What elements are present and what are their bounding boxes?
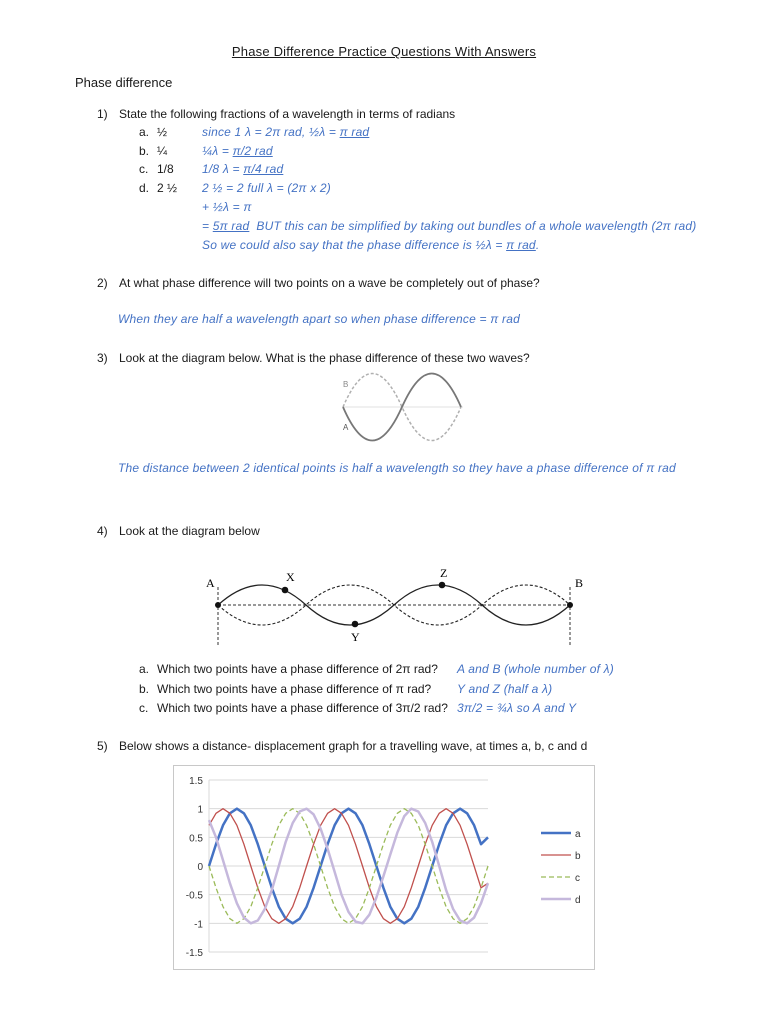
q1-item-c: c. 1/8 — [139, 162, 174, 176]
q4-answer-a: A and B (whole number of λ) — [457, 662, 614, 676]
q2-answer: When they are half a wavelength apart so when phase difference = π rad — [118, 312, 520, 326]
q1-answer-c: 1/8 λ = π/4 rad — [202, 162, 284, 176]
point-z — [439, 582, 446, 589]
q1-item-d: d. 2 ½ — [139, 181, 178, 195]
question-text: At what phase difference will two points on a wave be completely out of phase? — [119, 276, 540, 290]
displacement-chart — [173, 765, 593, 968]
q4-answer-b: Y and Z (half a λ) — [457, 682, 553, 696]
label-b: B — [343, 380, 349, 389]
question-1 — [97, 107, 455, 121]
question-text: State the following fractions of a wavelength in terms of radians — [119, 107, 456, 121]
q1-answer-d-line3: = 5π rad BUT this can be simplified by taking out bundles of a whole wavelength (2π rad) — [202, 219, 697, 233]
q1-answer-d-line1: 2 ½ = 2 full λ = (2π x 2) — [202, 181, 332, 195]
question-2: 2) At what phase difference will two points on a wave be completely out of phase? — [97, 276, 540, 290]
q4-standing-wave-diagram — [200, 565, 590, 650]
legend-label-c: c — [575, 873, 580, 884]
legend-label-a: a — [575, 829, 581, 840]
legend-label-d: d — [575, 895, 581, 906]
question-text: Look at the diagram below — [119, 524, 260, 538]
q3-answer: The distance between 2 identical points is half a wavelength so they have a phase difference of π rad — [118, 461, 676, 475]
section-heading: Phase difference — [75, 75, 173, 90]
label-a: A — [343, 423, 349, 432]
point-y — [352, 621, 359, 628]
question-3: 3) Look at the diagram below. What is the phase difference of these two waves? — [97, 351, 530, 365]
q4-item-a: a. Which two points have a phase difference of 2π rad? — [139, 662, 438, 676]
q1-answer-b: ¼λ = π/2 rad — [202, 144, 273, 158]
question-4: 4) Look at the diagram below — [97, 524, 260, 538]
point-b — [567, 602, 573, 608]
point-x — [282, 587, 289, 594]
y-tick-label: -0.5 — [185, 890, 203, 902]
y-tick-label: 0.5 — [189, 833, 203, 845]
label-b: B — [575, 576, 584, 590]
y-tick-label: -1 — [194, 919, 203, 931]
y-tick-label: -1.5 — [185, 948, 203, 959]
question-number: 1) — [97, 107, 108, 121]
label-z: Z — [440, 566, 448, 580]
y-tick-label: 1 — [197, 804, 203, 816]
label-x: X — [286, 570, 295, 584]
legend-label-b: b — [575, 851, 581, 862]
label-y: Y — [351, 630, 360, 644]
q1-item-a: a. ½ — [139, 125, 168, 139]
label-a: A — [206, 576, 215, 590]
q4-answer-c: 3π/2 = ¾λ so A and Y — [457, 701, 577, 715]
y-tick-label: 1.5 — [189, 776, 203, 787]
q1-item-b: b. ¼ — [139, 144, 168, 158]
q4-item-c: c. Which two points have a phase difference of 3π/2 rad? — [139, 701, 448, 715]
page-title: Phase Difference Practice Questions With Answers — [231, 44, 537, 59]
y-tick-label: 0 — [197, 862, 203, 873]
point-a — [215, 602, 221, 608]
q1-answer-a: since 1 λ = 2π rad, ½λ = π rad — [202, 125, 370, 139]
question-text: Below shows a distance- displacement graph for a travelling wave, at times a, b, c and d — [119, 739, 588, 753]
q1-answer-d-line4: So we could also say that the phase difference is ½λ = π rad. — [202, 238, 540, 252]
q4-item-b: b. Which two points have a phase difference of π rad? — [139, 682, 432, 696]
q3-wave-diagram — [335, 370, 465, 440]
q1-answer-d-line2: + ½λ = π — [202, 200, 252, 214]
question-text: Look at the diagram below. What is the phase difference of these two waves? — [119, 351, 530, 365]
question-5: 5) Below shows a distance- displacement graph for a travelling wave, at times a, b, c and d — [97, 739, 588, 753]
